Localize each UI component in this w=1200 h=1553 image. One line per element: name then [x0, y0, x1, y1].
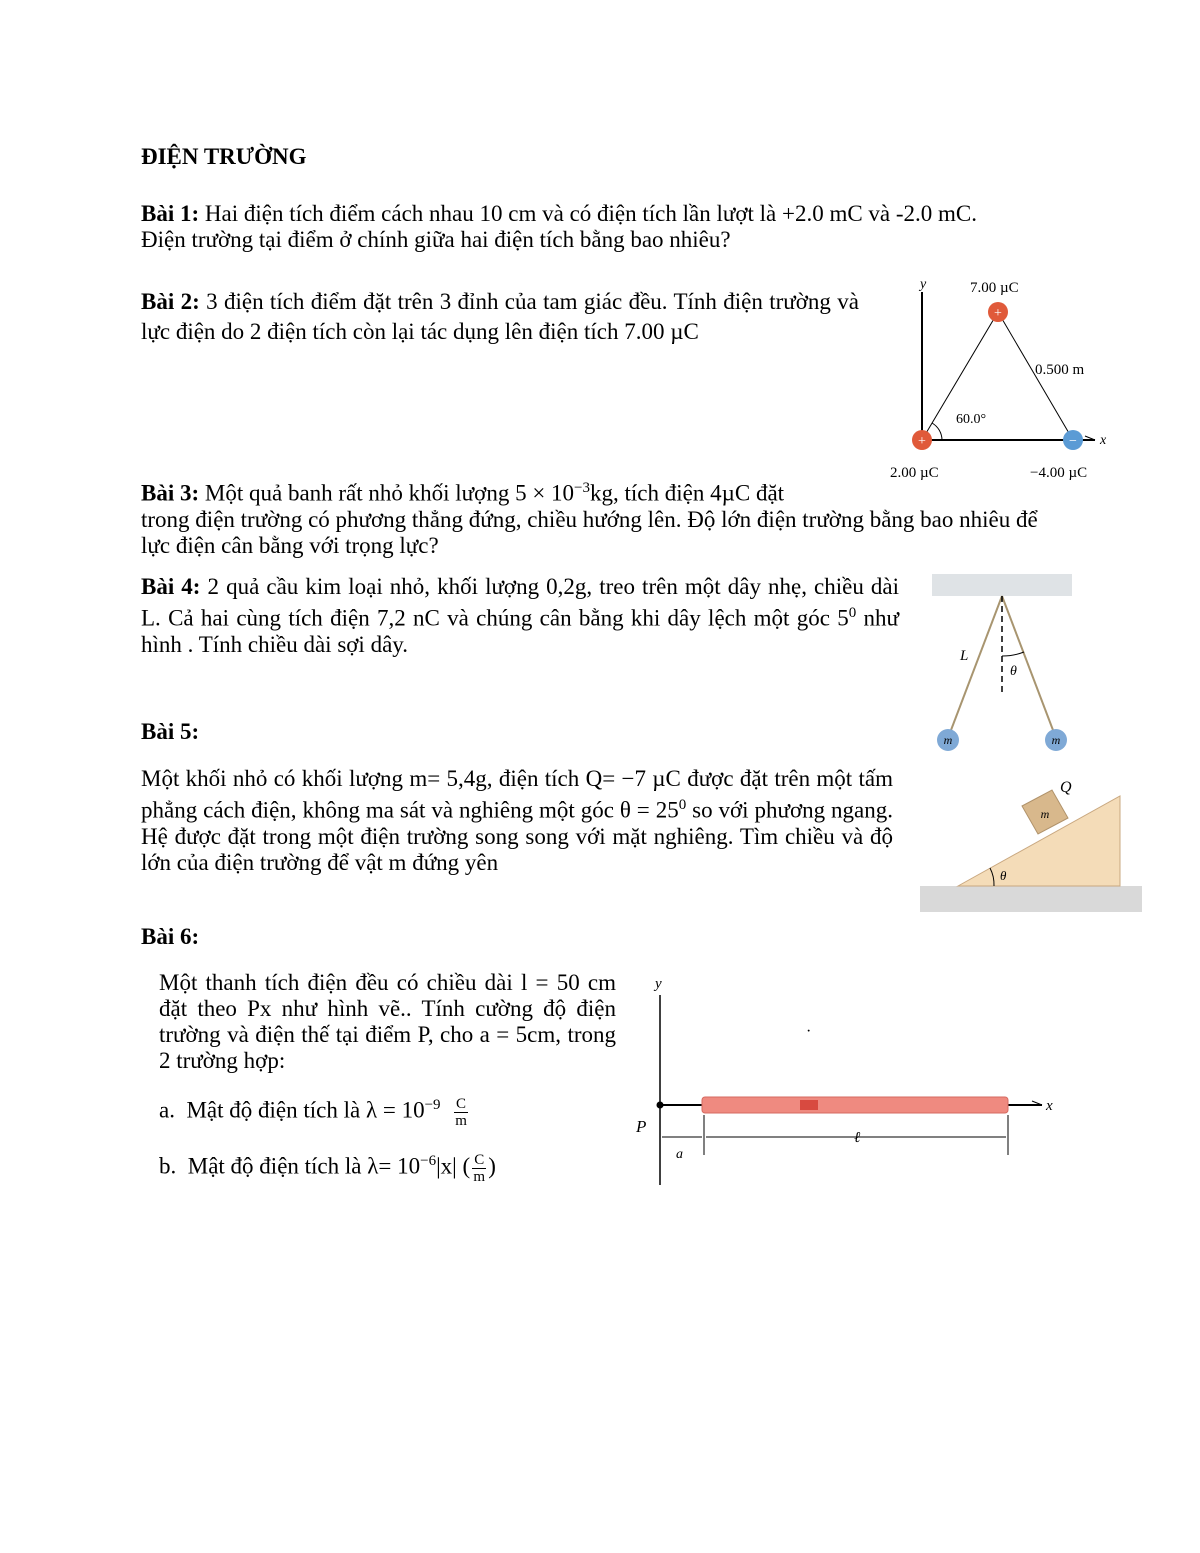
- fig2-top-charge-label: 7.00 µC: [970, 280, 1019, 296]
- problem-6-text: Một thanh tích điện đều có chiều dài l = 50 cm đặt theo Px như hình vẽ.. Tính cường độ điện trường và điện thế tại điểm P, cho a = 5cm, trong 2 trường hợp:: [159, 970, 616, 1073]
- hanging-spheres-figure: [930, 570, 1075, 755]
- problem-3-text-line2: trong điện trường có phương thẳng đứng, chiều hướng lên. Độ lớn điện trường bằng bao nhiêu để lực điện cân bằng với trọng lực?: [141, 506, 1038, 558]
- problem-4-label: Bài 4:: [141, 574, 201, 599]
- fig6-l-label: ℓ: [854, 1130, 861, 1146]
- fig2-y-axis-label: y: [920, 277, 927, 292]
- fig2-right-minus-icon: −: [1069, 434, 1077, 449]
- problem-1-text-line1: Hai điện tích điểm cách nhau 10 cm và có điện tích lần lượt là +2.0 mC và -2.0 mC.: [204, 201, 978, 226]
- fig4-left-string: [948, 596, 1002, 738]
- fig6-rod: [702, 1097, 1008, 1113]
- problem-4-text-b: như hình . Tính chiều dài sợi dây.: [141, 605, 899, 657]
- problem-4-text-a: 2 quả cầu kim loại nhỏ, khối lượng 0,2g, treo trên một dây nhẹ, chiều dài L. Cả hai cùng tích điện 7,2 nC và chúng cân bằng khi dây lệch một góc 5: [141, 574, 900, 631]
- fig6-point-p-label: P: [636, 1117, 647, 1136]
- problem-4-exponent: 0: [848, 605, 857, 621]
- problem-3-text-b: kg, tích điện 4µC đặt: [590, 480, 785, 506]
- problem-2: [141, 287, 859, 347]
- problem-1: [141, 201, 1081, 253]
- fig4-angle-arc: [1002, 652, 1024, 656]
- fig6-stray-dot: ·: [806, 1023, 812, 1040]
- problem-5-text-b: so với phương ngang. Hệ được đặt trong một điện trường song song với mặt nghiêng. Tìm chiều và độ lớn của điện trường để vật m đứng yên: [141, 797, 893, 875]
- problem-3: [141, 475, 1059, 559]
- case-b-marker: b.: [159, 1153, 177, 1179]
- fig2-top-plus-icon: +: [994, 306, 1002, 321]
- fig4-ceiling: [932, 574, 1072, 596]
- fig6-y-axis-label: y: [655, 976, 662, 992]
- case-a-text: Mật độ điện tích là λ = 10: [186, 1097, 425, 1123]
- problem-3-text-a: Một quả banh rất nhỏ khối lượng 5 × 10: [204, 480, 575, 506]
- fig5-mass-label: m: [1040, 807, 1050, 821]
- fig5-theta-label: θ: [1000, 868, 1007, 883]
- fig4-theta-label: θ: [1010, 664, 1017, 679]
- problem-5-label: Bài 5:: [141, 719, 200, 744]
- problem-6-case-a: [159, 1092, 470, 1129]
- case-b-text: Mật độ điện tích là λ= 10: [187, 1153, 421, 1179]
- fig6-a-label: a: [676, 1147, 683, 1162]
- fig5-ground: [920, 886, 1142, 912]
- fig4-left-mass-label: m: [943, 733, 953, 747]
- problem-5-text-a: Một khối nhỏ có khối lượng m= 5,4g, điện tích Q= −7 µC được đặt trên một tấm phẳng cách điện, không ma sát và nghiêng một góc θ = 25: [141, 766, 893, 823]
- problem-6-case-b: [159, 1148, 496, 1185]
- problem-1-text-line2: Điện trường tại điểm ở chính giữa hai điện tích bằng bao nhiêu?: [141, 227, 731, 252]
- problem-1-label: Bài 1:: [141, 201, 200, 226]
- triangle-charges-figure: [880, 272, 1120, 487]
- case-b-exponent: −6: [420, 1153, 437, 1169]
- fig2-x-axis-label: x: [1100, 433, 1107, 448]
- problem-5-exponent: 0: [678, 797, 687, 813]
- incline-figure: [918, 772, 1144, 912]
- case-b-unit-fraction: $\frac{C}{m}$: [473, 1151, 486, 1185]
- problem-6-label: Bài 6:: [141, 924, 200, 949]
- fig5-charge-label: Q: [1060, 779, 1072, 796]
- fig2-angle-arc: [932, 423, 942, 440]
- case-a-unit-fraction: $\frac{C}{m}$: [455, 1095, 467, 1129]
- problem-2-label: Bài 2:: [141, 289, 200, 314]
- fig2-angle-label: 60.0°: [956, 412, 987, 427]
- case-a-marker: a.: [159, 1097, 175, 1123]
- fig6-point-p: [657, 1102, 664, 1109]
- case-b-abs: |x| (: [436, 1153, 471, 1179]
- fig4-right-mass-label: m: [1051, 733, 1061, 747]
- page-title: ĐIỆN TRƯỜNG: [141, 144, 307, 169]
- case-a-exponent: −9: [424, 1097, 441, 1113]
- charged-rod-figure: [630, 970, 1060, 1190]
- problem-2-text: 3 điện tích điểm đặt trên 3 đỉnh của tam giác đều. Tính điện trường và lực điện do 2 điện tích còn lại tác dụng lên điện tích 7.00 µC: [141, 289, 859, 344]
- problem-3-exponent: −3: [574, 480, 591, 496]
- fig6-x-axis-label: x: [1046, 1098, 1053, 1114]
- problem-3-label: Bài 3:: [141, 480, 200, 506]
- case-b-close: ): [488, 1153, 496, 1179]
- problem-4: [141, 574, 899, 658]
- fig4-length-label: L: [960, 648, 969, 664]
- fig2-side-length-label: 0.500 m: [1035, 362, 1085, 378]
- problem-5-text: [141, 766, 893, 876]
- fig2-right-charge-label: −4.00 µC: [1030, 465, 1088, 481]
- fig6-rod-mark: [800, 1100, 818, 1110]
- fig2-left-plus-icon: +: [918, 434, 926, 449]
- fig2-left-charge-label: 2.00 µC: [890, 465, 939, 481]
